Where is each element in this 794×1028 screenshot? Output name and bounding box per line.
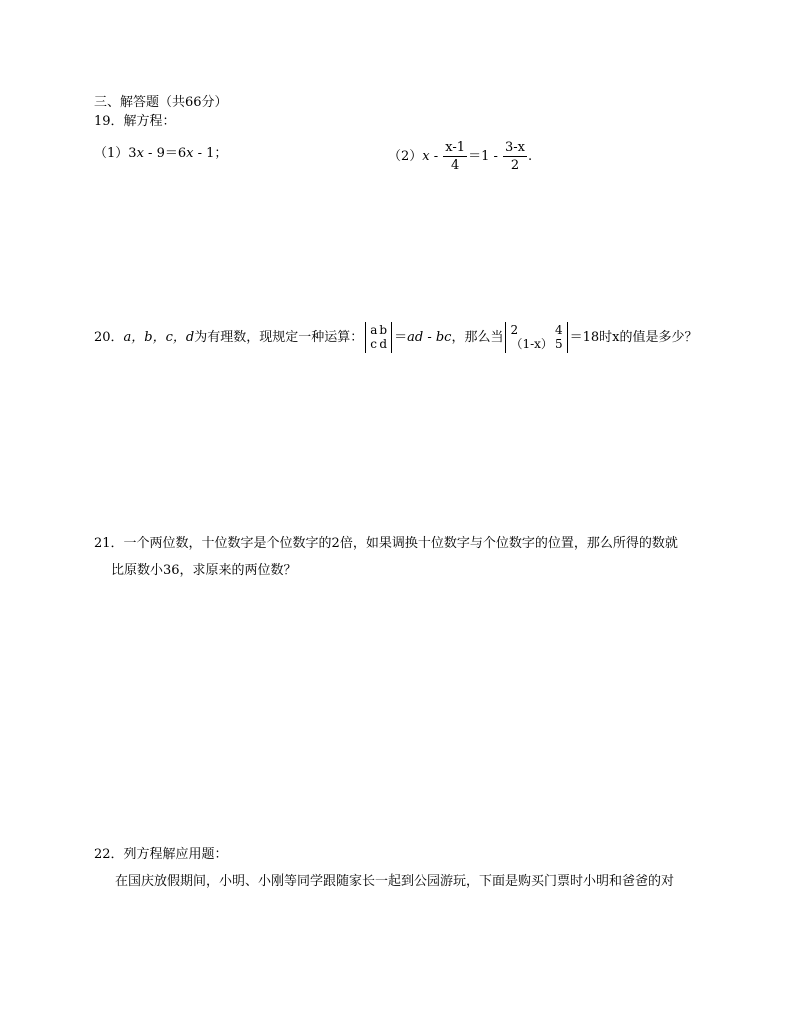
q20-result: ad - bc <box>407 329 452 345</box>
q19-part1-var2: x <box>186 146 194 161</box>
det1-a: a <box>370 323 378 337</box>
det2-a: 2 <box>510 323 519 337</box>
q20-eq1: ＝ <box>394 329 408 345</box>
q19-part2-fraction-2 <box>503 141 527 172</box>
q19-part2-end: . <box>528 149 533 165</box>
q20-text1: 为有理数，现规定一种运算： <box>194 329 364 345</box>
q19-part2-fraction-1 <box>443 141 467 172</box>
q22-line1: 在国庆放假期间，小明、小刚等同学跟随家长一起到公园游玩，下面是购买门票时小明和爸爸的对 <box>115 874 675 889</box>
q20-number: 20． <box>94 329 124 345</box>
det2-d: 5 <box>554 337 563 352</box>
det2-c: （1-x） <box>510 337 553 352</box>
det1-d: d <box>379 337 388 352</box>
q19-part1-label: （1） <box>94 146 129 161</box>
det2-b: 4 <box>554 323 563 337</box>
q19-part2 <box>388 141 532 172</box>
fraction-2-numerator: 3-x <box>505 140 526 155</box>
q19-part1-coef: 3 <box>128 146 137 161</box>
q19-part1-lhs-rest: - 9＝6 <box>143 146 187 161</box>
q20-vars: a，b，c，d <box>123 329 195 345</box>
q19-title: 19．解方程： <box>94 114 176 129</box>
q19-part1 <box>94 147 227 160</box>
q19-part2-minus: - <box>429 149 443 165</box>
q19-part2-eq: ＝1 - <box>468 149 503 165</box>
fraction-1-denominator: 4 <box>451 157 460 173</box>
det1-c: c <box>370 337 377 352</box>
fraction-2-denominator: 2 <box>510 157 520 173</box>
q20-text3: ＝18时x的值是多少？ <box>569 329 698 345</box>
det1-b: b <box>379 323 388 337</box>
q20-text2: ，那么当 <box>451 329 504 345</box>
section-heading: 三、解答题（共66分） <box>94 95 228 110</box>
fraction-1-numerator: x-1 <box>445 140 466 155</box>
determinant-definition <box>365 322 392 353</box>
q22-title: 22．列方程解应用题： <box>94 847 228 862</box>
q20 <box>94 322 697 353</box>
q19-part1-var: x <box>136 146 144 161</box>
q19-part1-rhs-rest: - 1； <box>193 146 228 161</box>
determinant-problem <box>505 322 567 353</box>
q21-line1: 21．一个两位数，十位数字是个位数字的2倍，如果调换十位数字与个位数字的位置，那么所得的数就 <box>94 536 678 551</box>
q19-part2-var: x <box>422 149 430 165</box>
q21-line2: 比原数小36，求原来的两位数？ <box>111 563 297 578</box>
q19-part2-label: （2） <box>388 149 423 165</box>
